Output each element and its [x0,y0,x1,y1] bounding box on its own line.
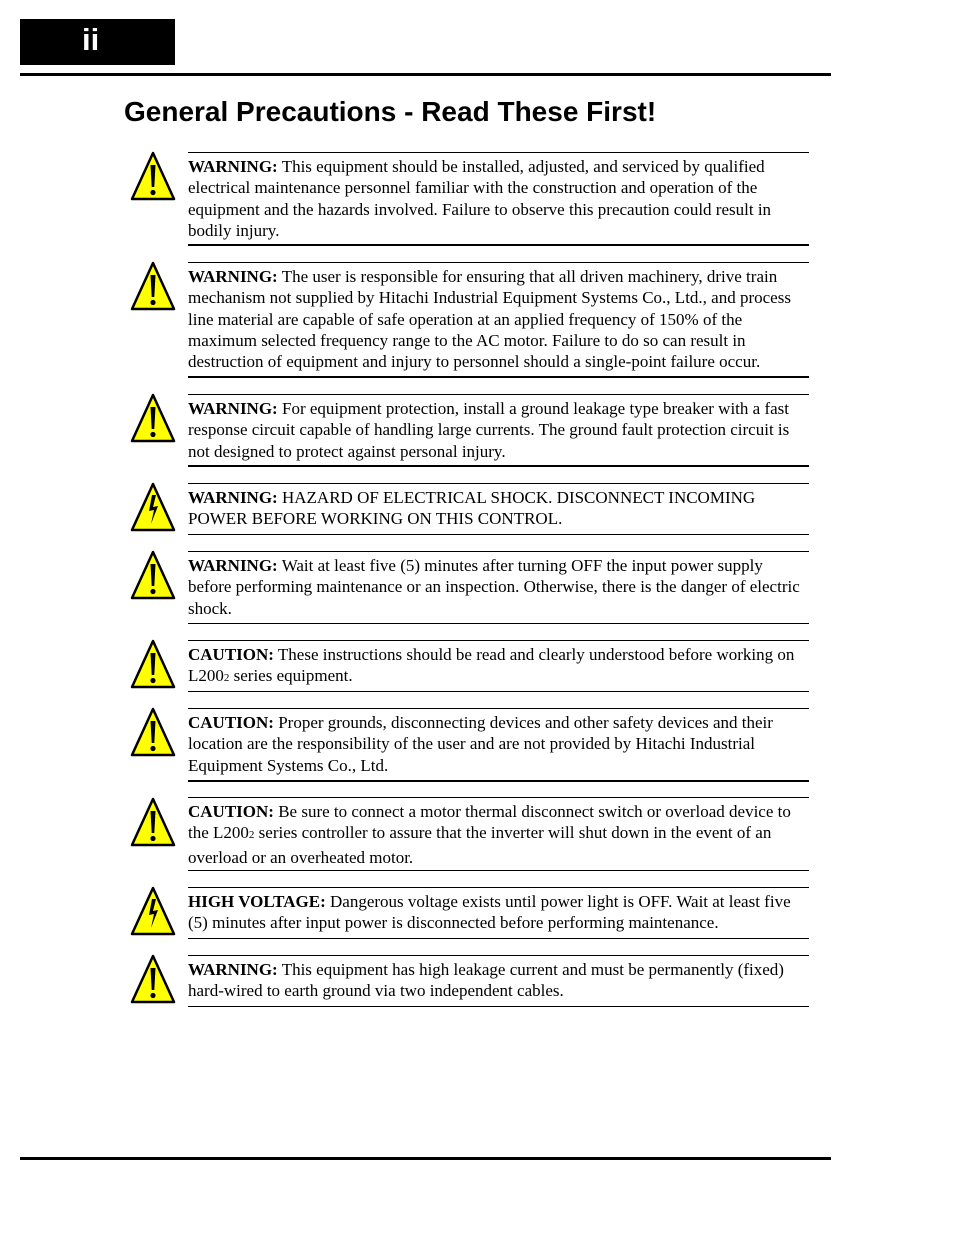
notice-label: HIGH VOLTAGE: [188,892,326,911]
warning-notice [188,483,809,535]
notice-text [188,263,809,372]
notice-body: This equipment has high leakage current and must be permanently (fixed) hard-wired to earth ground via two independent cables. [188,960,784,1001]
exclamation-warning-icon [130,639,176,689]
notice-body: For equipment protection, install a ground leakage type breaker with a fast response circuit capable of handling large currents. The ground fault protection circuit is not designed to protect against personal injury. [188,399,790,461]
notice-body: Wait at least five (5) minutes after turning OFF the input power supply before performing maintenance or an inspection. Otherwise, there is the danger of electric shock. [188,556,800,618]
notice-text [188,641,809,690]
page-number: ii [82,22,100,57]
exclamation-warning-icon [130,550,176,600]
notice-body-end: series controller to assure that the inverter will shut down in the event of an overload or an overheated motor. [188,823,772,867]
exclamation-warning-icon [130,707,176,757]
exclamation-warning-icon [130,797,176,847]
warning-notice [188,152,809,246]
exclamation-warning-icon [130,261,176,311]
notice-body: This equipment should be installed, adjusted, and serviced by qualified electrical maintenance personnel familiar with the construction and operation of the equipment and the hazards involved. Failure to observe this precaution could result in bodily injury. [188,157,772,240]
model-subscript: 2 [223,672,230,685]
warning-notice [188,955,809,1007]
notice-label: CAUTION: [188,802,274,821]
electrical-hazard-icon [130,886,176,936]
notice-text [188,798,809,868]
notice-body: Dangerous voltage exists until power light is OFF. Wait at least five (5) minutes after input power is disconnected before performing maintenance. [188,892,791,933]
notice-body: HAZARD OF ELECTRICAL SHOCK. DISCONNECT INCOMING POWER BEFORE WORKING ON THIS CONTROL. [188,488,756,529]
notice-label: WARNING: [188,960,278,979]
caution-notice [188,797,809,871]
notice-text [188,484,809,530]
header-rule [20,73,831,76]
notice-label: WARNING: [188,157,278,176]
warning-notice [188,262,809,378]
notice-body: The user is responsible for ensuring that all driven machinery, drive train mechanism not supplied by Hitachi Industrial Equipment Systems Co., Ltd., and process line material are capable of safe operation at an applied frequency of 150% of the maximum selected frequency range to the AC motor. Failure to do so can result in destruction of equipment and injury to personnel should a single-point failure occur. [188,267,791,372]
notice-text [188,395,809,462]
notice-label: WARNING: [188,399,278,418]
exclamation-warning-icon [130,151,176,201]
page-number-tab [20,19,175,65]
notice-text [188,709,809,776]
notice-text [188,956,809,1002]
high-voltage-notice [188,887,809,939]
notice-label: WARNING: [188,488,278,507]
warning-notice [188,394,809,467]
notice-label: WARNING: [188,267,278,286]
notice-body: These instructions should be read and clearly understood before working on L200 [188,645,795,686]
electrical-hazard-icon [130,482,176,532]
model-subscript: 2 [248,829,255,842]
notice-label: WARNING: [188,556,278,575]
caution-notice [188,640,809,692]
exclamation-warning-icon [130,954,176,1004]
notice-text [188,888,809,934]
warning-notice [188,551,809,624]
page-title: General Precautions - Read These First! [124,96,657,127]
notice-body-end: series equipment. [229,666,353,686]
notice-body: Proper grounds, disconnecting devices and other safety devices and their location are the responsibility of the user and are not provided by Hitachi Industrial Equipment Systems Co., Ltd. [188,713,773,775]
notice-body: Be sure to connect a motor thermal disconnect switch or overload device to the L200 [188,802,791,843]
notice-text [188,552,809,619]
caution-notice [188,708,809,782]
notice-label: CAUTION: [188,713,274,732]
footer-rule [20,1157,831,1160]
exclamation-warning-icon [130,393,176,443]
notice-label: CAUTION: [188,645,274,664]
notice-text [188,153,809,241]
